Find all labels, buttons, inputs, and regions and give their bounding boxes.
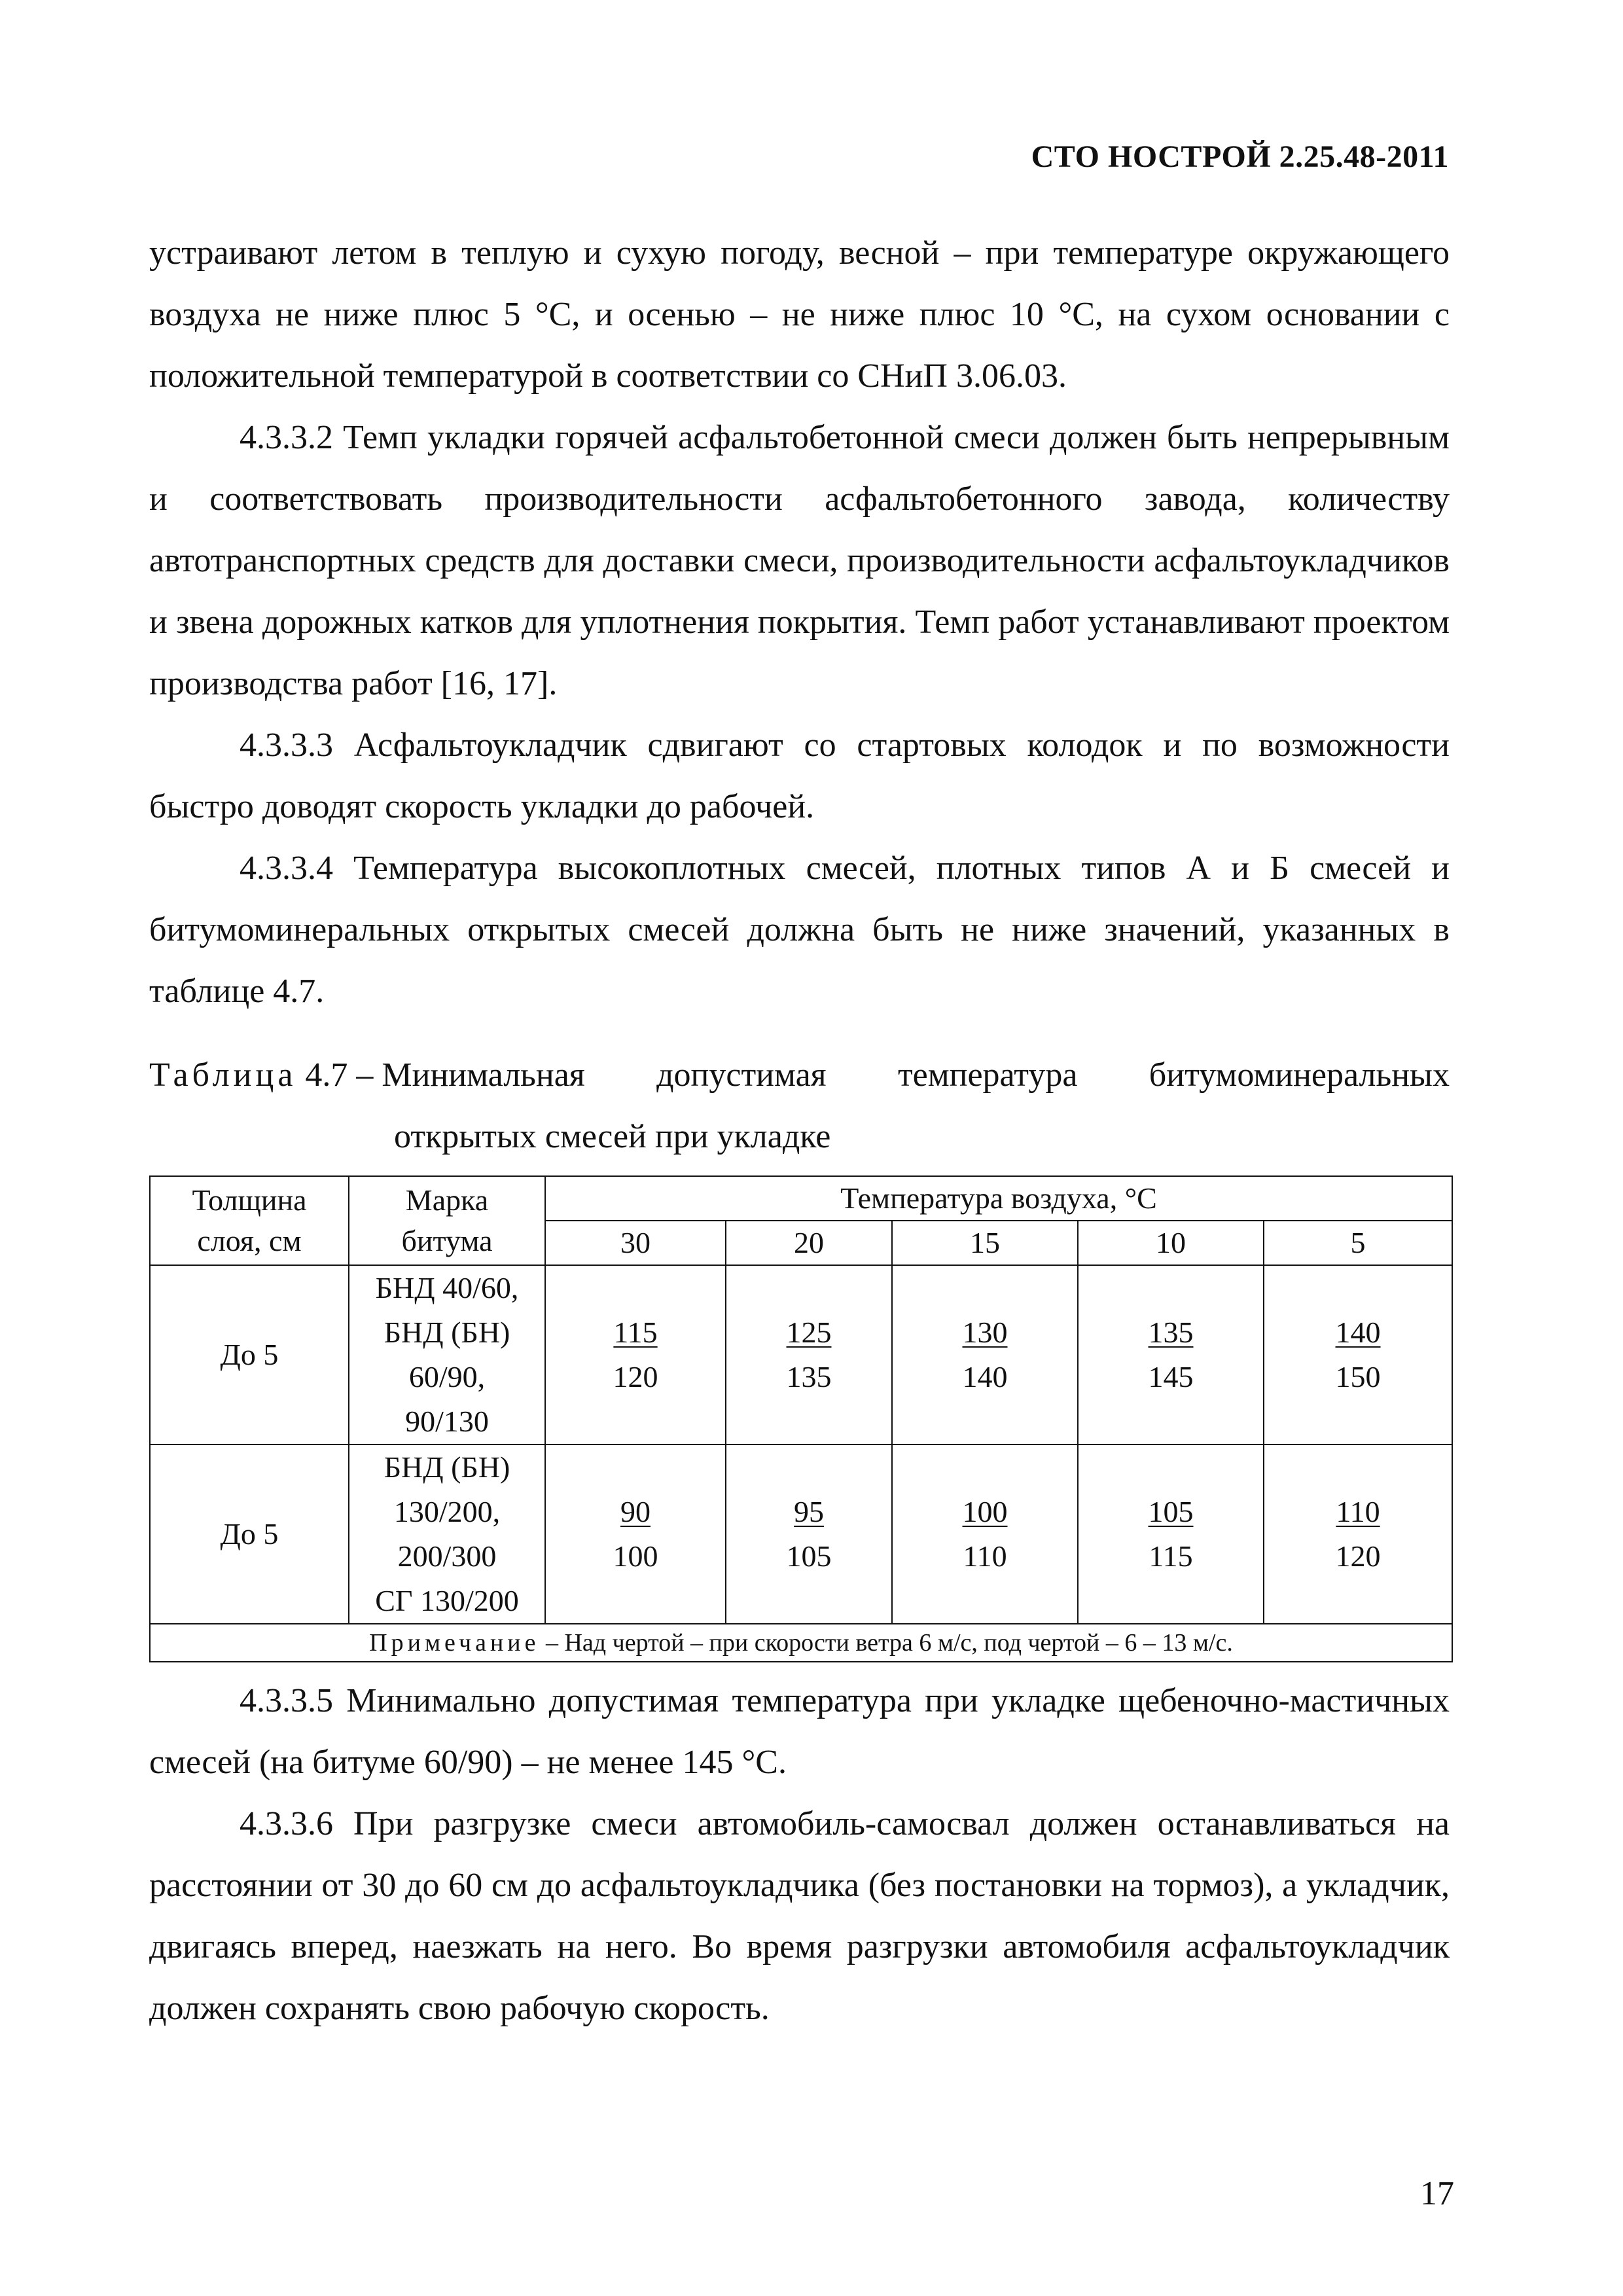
value-low-wind: 115 xyxy=(613,1316,658,1349)
table-caption-line-2: открытых смесей при укладке xyxy=(394,1118,831,1155)
table-caption-label: Таблица xyxy=(149,1056,297,1094)
value-high-wind: 150 xyxy=(1335,1360,1381,1393)
table-caption-word-4: битумоминеральных xyxy=(1149,1056,1450,1094)
cell-bitumen-grade xyxy=(349,1265,545,1444)
header-temp-10: 10 xyxy=(1078,1221,1264,1265)
value-low-wind: 140 xyxy=(1335,1316,1381,1349)
cell-thickness: До 5 xyxy=(150,1444,349,1624)
header-temp-5: 5 xyxy=(1264,1221,1452,1265)
table-caption-number: 4.7 – xyxy=(305,1056,374,1094)
grade-line: СГ 130/200 xyxy=(375,1584,519,1617)
value-low-wind: 130 xyxy=(962,1316,1008,1349)
value-high-wind: 100 xyxy=(613,1539,658,1573)
header-temp-15: 15 xyxy=(892,1221,1078,1265)
cell-temp-value xyxy=(545,1444,726,1624)
value-high-wind: 135 xyxy=(786,1360,832,1393)
page-number: 17 xyxy=(1420,2175,1454,2212)
value-low-wind: 135 xyxy=(1148,1316,1194,1349)
value-low-wind: 105 xyxy=(1148,1495,1194,1528)
cell-temp-value xyxy=(545,1265,726,1444)
header-temp-30: 30 xyxy=(545,1221,726,1265)
table-caption-word-3: температура xyxy=(897,1056,1078,1094)
table-header-row-1 xyxy=(150,1176,1452,1221)
header-air-temperature: Температура воздуха, °С xyxy=(545,1176,1452,1221)
value-high-wind: 110 xyxy=(963,1539,1007,1573)
grade-line: 130/200, xyxy=(393,1495,501,1528)
paragraph-4-3-3-2: 4.3.3.2 Темп укладки горячей асфальтобетонной смеси должен быть непрерывным и соответствовать производительности асфальтобетонного завода, количеству автотранспортных средств для доставки смеси, производительности асфальтоукладчиков и звена дорожных катков для уплотнения покрытия. Темп работ устанавливают проектом производства работ [16, 17]. xyxy=(149,419,1450,702)
value-high-wind: 120 xyxy=(613,1360,658,1393)
value-low-wind: 90 xyxy=(620,1495,651,1528)
table-caption xyxy=(149,1045,1450,1168)
table-caption-word-2: допустимая xyxy=(656,1056,827,1094)
cell-temp-value xyxy=(1264,1265,1452,1444)
table-note-text: – Над чертой – при скорости ветра 6 м/с, под чертой – 6 – 13 м/с. xyxy=(539,1629,1233,1657)
table-row xyxy=(150,1265,1452,1444)
value-low-wind: 95 xyxy=(794,1495,824,1528)
header-grade-line-1: Марка xyxy=(405,1183,489,1217)
table-caption-lead xyxy=(149,1045,585,1106)
value-low-wind: 100 xyxy=(962,1495,1008,1528)
header-grade-line-2: битума xyxy=(401,1224,493,1257)
table-note xyxy=(150,1624,1452,1662)
grade-line: 60/90, xyxy=(408,1360,486,1393)
cell-temp-value xyxy=(892,1444,1078,1624)
grade-line: 200/300 xyxy=(397,1539,497,1573)
paragraph-4-3-3-6: 4.3.3.6 При разгрузке смеси автомобиль-самосвал должен останавливаться на расстоянии от 30 до 60 см до асфальтоукладчика (без постановки на тормоз), а укладчик, двигаясь вперед, наезжать на него. Во время разгрузки автомобиля асфальтоукладчик должен сохранять свою рабочую скорость. xyxy=(149,1805,1450,2027)
cell-temp-value xyxy=(726,1265,892,1444)
value-high-wind: 105 xyxy=(786,1539,832,1573)
paragraph-continuation: устраивают летом в теплую и сухую погоду, весной – при температуре окружающего воздуха не ниже плюс 5 °С, и осенью – не ниже плюс 10 °С, на сухом основании с положительной температурой в соответствии со СНиП 3.06.03. xyxy=(149,234,1450,395)
grade-line: БНД 40/60, xyxy=(375,1271,519,1304)
header-thickness xyxy=(150,1176,349,1265)
table-caption-line-1 xyxy=(149,1045,1450,1106)
document-code-header: СТО НОСТРОЙ 2.25.48-2011 xyxy=(1031,139,1449,174)
paragraph-4-3-3-5: 4.3.3.5 Минимально допустимая температура при укладке щебеночно-мастичных смесей (на битуме 60/90) – не менее 145 °С. xyxy=(149,1682,1450,1781)
cell-bitumen-grade xyxy=(349,1444,545,1624)
value-high-wind: 120 xyxy=(1335,1539,1381,1573)
header-bitumen-grade xyxy=(349,1176,545,1265)
cell-temp-value xyxy=(1078,1444,1264,1624)
value-low-wind: 125 xyxy=(786,1316,832,1349)
value-high-wind: 115 xyxy=(1149,1539,1193,1573)
grade-line: БНД (БН) xyxy=(383,1316,510,1349)
header-temp-20: 20 xyxy=(726,1221,892,1265)
cell-temp-value xyxy=(726,1444,892,1624)
paragraph-4-3-3-3: 4.3.3.3 Асфальтоукладчик сдвигают со стартовых колодок и по возможности быстро доводят скорость укладки до рабочей. xyxy=(149,726,1450,825)
grade-line: БНД (БН) xyxy=(383,1450,510,1484)
temperature-table xyxy=(149,1175,1453,1662)
cell-thickness: До 5 xyxy=(150,1265,349,1444)
value-low-wind: 110 xyxy=(1336,1495,1380,1528)
grade-line: 90/130 xyxy=(405,1405,489,1438)
header-thickness-line-1: Толщина xyxy=(192,1183,307,1217)
value-high-wind: 140 xyxy=(962,1360,1008,1393)
paragraph-4-3-3-4: 4.3.3.4 Температура высокоплотных смесей, плотных типов А и Б смесей и битумоминеральных открытых смесей должна быть не ниже значений, указанных в таблице 4.7. xyxy=(149,850,1450,1010)
table-note-row xyxy=(150,1624,1452,1662)
table-note-label: Примечание xyxy=(369,1629,540,1657)
table-caption-word-1: Минимальная xyxy=(382,1056,585,1094)
value-high-wind: 145 xyxy=(1148,1360,1194,1393)
cell-temp-value xyxy=(892,1265,1078,1444)
cell-temp-value xyxy=(1078,1265,1264,1444)
cell-temp-value xyxy=(1264,1444,1452,1624)
text-block-bottom xyxy=(149,1670,1450,2039)
header-thickness-line-2: слоя, см xyxy=(197,1224,302,1257)
text-block-top xyxy=(149,223,1450,1022)
table-row xyxy=(150,1444,1452,1624)
